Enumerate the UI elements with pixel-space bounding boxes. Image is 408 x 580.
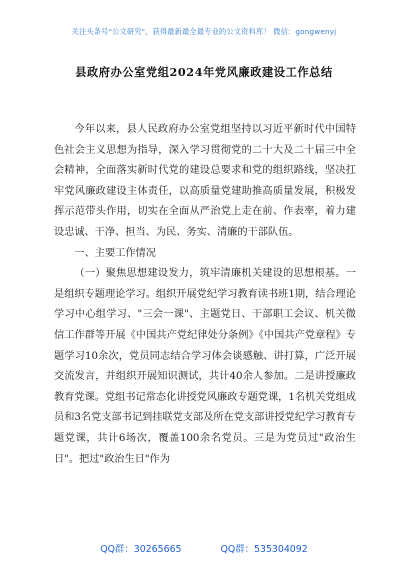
document-title: 县政府办公室党组2024年党风廉政建设工作总结 xyxy=(75,65,333,79)
document-body xyxy=(54,120,356,470)
footer-qq-group-2: QQ群：535304092 xyxy=(220,544,308,555)
intro-paragraph: 今年以来，县人民政府办公室党组坚持以习近平新时代中国特色社会主义思想为指导，深入学习贯彻党的二十大及二十届三中全会精神，全面落实新时代党的建设总要求和党的组织路线，坚决扛牢党风廉政建设主体责任，以高质量党建助推高质量发展，积极发挥示范带头作用，切实在全面从严治党上走在前、作表率，着力建设忠诚、干净、担当、为民、务实、清廉的干部队伍。 xyxy=(54,124,356,238)
body-paragraph: （一）聚焦思想建设发力，筑牢清廉机关建设的思想根基。一是组织专题理论学习。组织开展党纪学习教育读书班1期，结合理论学习中心组学习、"三会一课"、主题党日、干部职工会议、机关微信工作群等开展《中国共产党纪律处分条例》《中国共产党章程》专题学习10余次，党员同志结合学习体会谈感触、讲打算，广泛开展交流发言，并组织开展知识测试，共计40余人参加。二是讲授廉政教育党课。党组书记常态化讲授党风廉政专题党课，1名机关党组成员和3名党支部书记到挂联党支部及所在党支部讲授党纪学习教育专题党课，共计6场次，覆盖100余名党员。三是为党员过"政治生日"。把过"政治生日"作为 xyxy=(54,268,356,465)
header-banner: 关注头条号"公文研究"，获得最新最全最专业的公文资料库！ 微信：gongwenyj xyxy=(71,27,337,36)
footer-qq-group-1: QQ群：30265665 xyxy=(100,544,182,555)
footer-contact xyxy=(0,541,408,555)
section-heading: 一、主要工作情况 xyxy=(74,247,156,259)
